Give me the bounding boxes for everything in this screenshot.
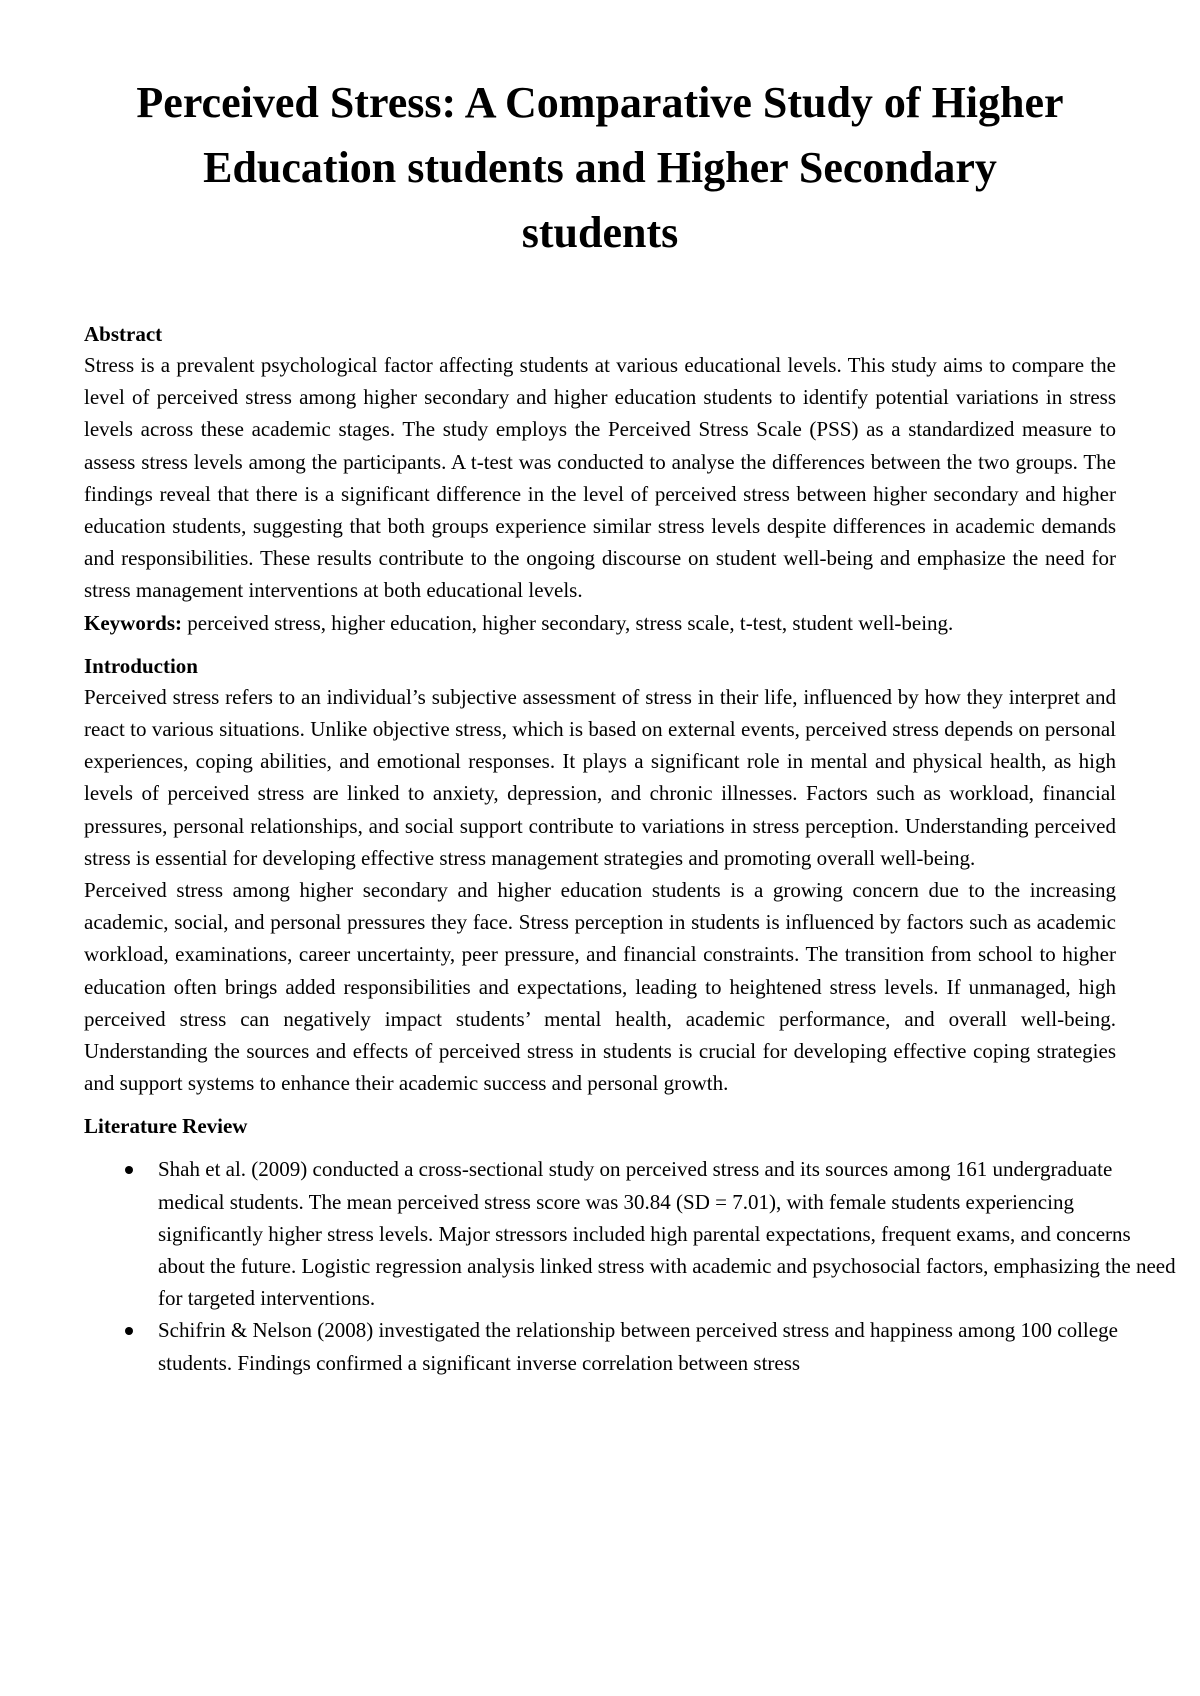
literature-review-heading: Literature Review bbox=[84, 1114, 248, 1139]
list-item bbox=[84, 1153, 1178, 1314]
keywords-line bbox=[84, 607, 1116, 639]
bullet-icon bbox=[125, 1327, 133, 1335]
list-item-text: Shah et al. (2009) conducted a cross-sectional study on perceived stress and its sources among 161 undergraduate medical students. The mean perceived stress score was 30.84 (SD = 7.01), with female students experiencing significantly higher stress levels. Major stressors included high parental expectations, frequent exams, and concerns about the future. Logistic regression analysis linked stress with academic and psychosocial factors, emphasizing the need for targeted interventions. bbox=[158, 1157, 1176, 1311]
abstract-heading: Abstract bbox=[84, 322, 163, 346]
bullet-icon bbox=[125, 1166, 133, 1174]
introduction-heading: Introduction bbox=[84, 653, 198, 678]
keywords-label: Keywords: bbox=[84, 610, 182, 635]
paper-page bbox=[84, 70, 1176, 1379]
literature-review-list bbox=[84, 1153, 1176, 1378]
paper-title: Perceived Stress: A Comparative Study of Higher Education students and Higher Secondary students bbox=[136, 78, 1064, 257]
list-item-text: Schifrin & Nelson (2008) investigated the relationship between perceived stress and happiness among 100 college students. Findings confirmed a significant inverse correlation between stress bbox=[158, 1318, 1118, 1375]
introduction-paragraph: Perceived stress among higher secondary and higher education students is a growing concern due to the increasing academic, social, and personal pressures they face. Stress perception in students is influenced by factors such as academic workload, examinations, career uncertainty, peer pressure, and financial constraints. The transition from school to higher education often brings added responsibilities and expectations, leading to heightened stress levels. If unmanaged, high perceived stress can negatively impact students’ mental health, academic performance, and overall well-being. Understanding the sources and effects of perceived stress in students is crucial for developing effective coping strategies and support systems to enhance their academic success and personal growth. bbox=[84, 878, 1116, 1096]
list-item bbox=[84, 1314, 1178, 1378]
keywords-text: perceived stress, higher education, higher secondary, stress scale, t-test, student well-being. bbox=[182, 610, 954, 635]
introduction-paragraph: Perceived stress refers to an individual’s subjective assessment of stress in their life, influenced by how they interpret and react to various situations. Unlike objective stress, which is based on external events, perceived stress depends on personal experiences, coping abilities, and emotional responses. It plays a significant role in mental and physical health, as high levels of perceived stress are linked to anxiety, depression, and chronic illnesses. Factors such as workload, financial pressures, personal relationships, and social support contribute to variations in stress perception. Understanding perceived stress is essential for developing effective stress management strategies and promoting overall well-being. bbox=[84, 684, 1116, 870]
abstract-text: Stress is a prevalent psychological factor affecting students at various educational levels. This study aims to compare the level of perceived stress among higher secondary and higher education students to identify potential variations in stress levels across these academic stages. The study employs the Perceived Stress Scale (PSS) as a standardized measure to assess stress levels among the participants. A t-test was conducted to analyse the differences between the two groups. The findings reveal that there is a significant difference in the level of perceived stress between higher secondary and higher education students, suggesting that both groups experience similar stress levels despite differences in academic demands and responsibilities. These results contribute to the ongoing discourse on student well-being and emphasize the need for stress management interventions at both educational levels. bbox=[84, 353, 1116, 603]
